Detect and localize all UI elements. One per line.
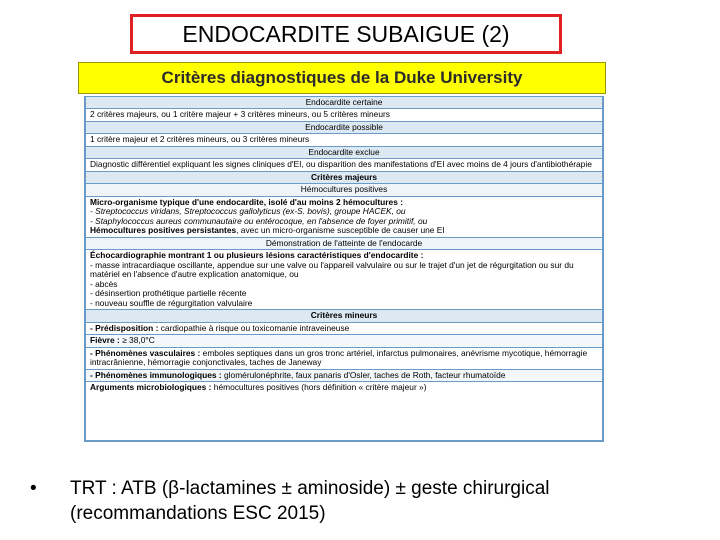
fievre-rest: ≥ 38,0°C — [119, 335, 155, 346]
hemocultures-persistantes-line — [90, 226, 598, 235]
endocardite-certaine-header: Endocardite certaine — [86, 96, 602, 108]
predisposition-lead: - Prédisposition : — [90, 322, 159, 333]
slide-subtitle-banner: Critères diagnostiques de la Duke University — [78, 62, 606, 94]
phenomenes-immunologiques-row — [86, 369, 602, 381]
echocardiographie-line-2: - abcès — [90, 278, 118, 289]
phenomenes-vasculaires-lead: - Phénomènes vasculaires : — [90, 347, 201, 358]
micro-organisme-line-1: - Streptococcus viridans, Streptococcus gallolyticus (ex-S. bovis), groupe HACEK, ou — [90, 206, 406, 217]
micro-organisme-block — [86, 196, 602, 237]
endocardite-certaine-text: 2 critères majeurs, ou 1 critère majeur + 3 critères mineurs, ou 5 critères mineurs — [86, 108, 602, 120]
slide-title: ENDOCARDITE SUBAIGUE (2) — [130, 14, 562, 54]
echocardiographie-block — [86, 249, 602, 309]
arguments-microbiologiques-rest: hémocultures positives (hors définition « critère majeur ») — [211, 382, 427, 393]
hemocultures-persistantes-lead: Hémocultures positives persistantes — [90, 225, 237, 236]
phenomenes-immunologiques-rest: glomérulonéphrite, faux panaris d'Osler, taches de Roth, facteur rhumatoïde — [221, 369, 506, 380]
hemocultures-positives-header: Hémocultures positives — [86, 183, 602, 195]
micro-organisme-line-2: - Staphylococcus aureus communautaire ou entérocoque, en l'absence de foyer primitif, ou — [90, 215, 428, 226]
fievre-lead: Fièvre : — [90, 335, 120, 346]
phenomenes-vasculaires-row — [86, 347, 602, 369]
micro-organisme-lead: Micro-organisme typique d'une endocardite, isolé d'au moins 2 hémocultures : — [90, 196, 403, 207]
duke-criteria-table — [84, 96, 604, 442]
treatment-bullet — [30, 477, 670, 526]
demonstration-endocarde-header: Démonstration de l'atteinte de l'endocarde — [86, 237, 602, 249]
criteres-majeurs-header: Critères majeurs — [86, 171, 602, 183]
endocardite-exclue-text: Diagnostic différentiel expliquant les signes cliniques d'EI, ou disparition des manifestations d'EI avec moins de 4 jours d'antibiothérapie — [86, 158, 602, 170]
predisposition-row — [86, 322, 602, 334]
criteres-mineurs-header: Critères mineurs — [86, 309, 602, 321]
treatment-bullet-text: TRT : ATB (β-lactamines ± aminoside) ± geste chirurgical (recommandations ESC 2015) — [70, 478, 550, 524]
phenomenes-vasculaires-rest: emboles septiques dans un gros tronc artériel, infarctus pulmonaires, anévrisme mycotique, hémorragie intracrânienne, hémorragie conjonctivales, taches de Janeway — [90, 347, 588, 368]
echocardiographie-line-4: - nouveau souffle de régurgitation valvulaire — [90, 297, 253, 308]
echocardiographie-lead: Échocardiographie montrant 1 ou plusieurs lésions caractéristiques d'endocardite : — [90, 250, 424, 261]
endocardite-possible-text: 1 critère majeur et 2 critères mineurs, ou 3 critères mineurs — [86, 133, 602, 145]
endocardite-exclue-header: Endocardite exclue — [86, 146, 602, 158]
bullet-marker: • — [30, 478, 37, 499]
predisposition-rest: cardiopathie à risque ou toxicomanie intraveineuse — [158, 322, 350, 333]
fievre-row — [86, 334, 602, 346]
echocardiographie-line-3: - désinsertion prothétique partielle récente — [90, 288, 247, 299]
endocardite-possible-header: Endocardite possible — [86, 121, 602, 133]
phenomenes-immunologiques-lead: - Phénomènes immunologiques : — [90, 369, 222, 380]
arguments-microbiologiques-row — [86, 381, 602, 393]
arguments-microbiologiques-lead: Arguments microbiologiques : — [90, 382, 212, 393]
echocardiographie-line-1: - masse intracardiaque oscillante, appendue sur une valve ou l'appareil valvulaire ou sur le trajet d'un jet de régurgitation ou sur du matériel en l'absence d'autre explication anatomique, ou — [90, 259, 574, 280]
hemocultures-persistantes-rest: , avec un micro-organisme susceptible de causer une EI — [236, 225, 445, 236]
